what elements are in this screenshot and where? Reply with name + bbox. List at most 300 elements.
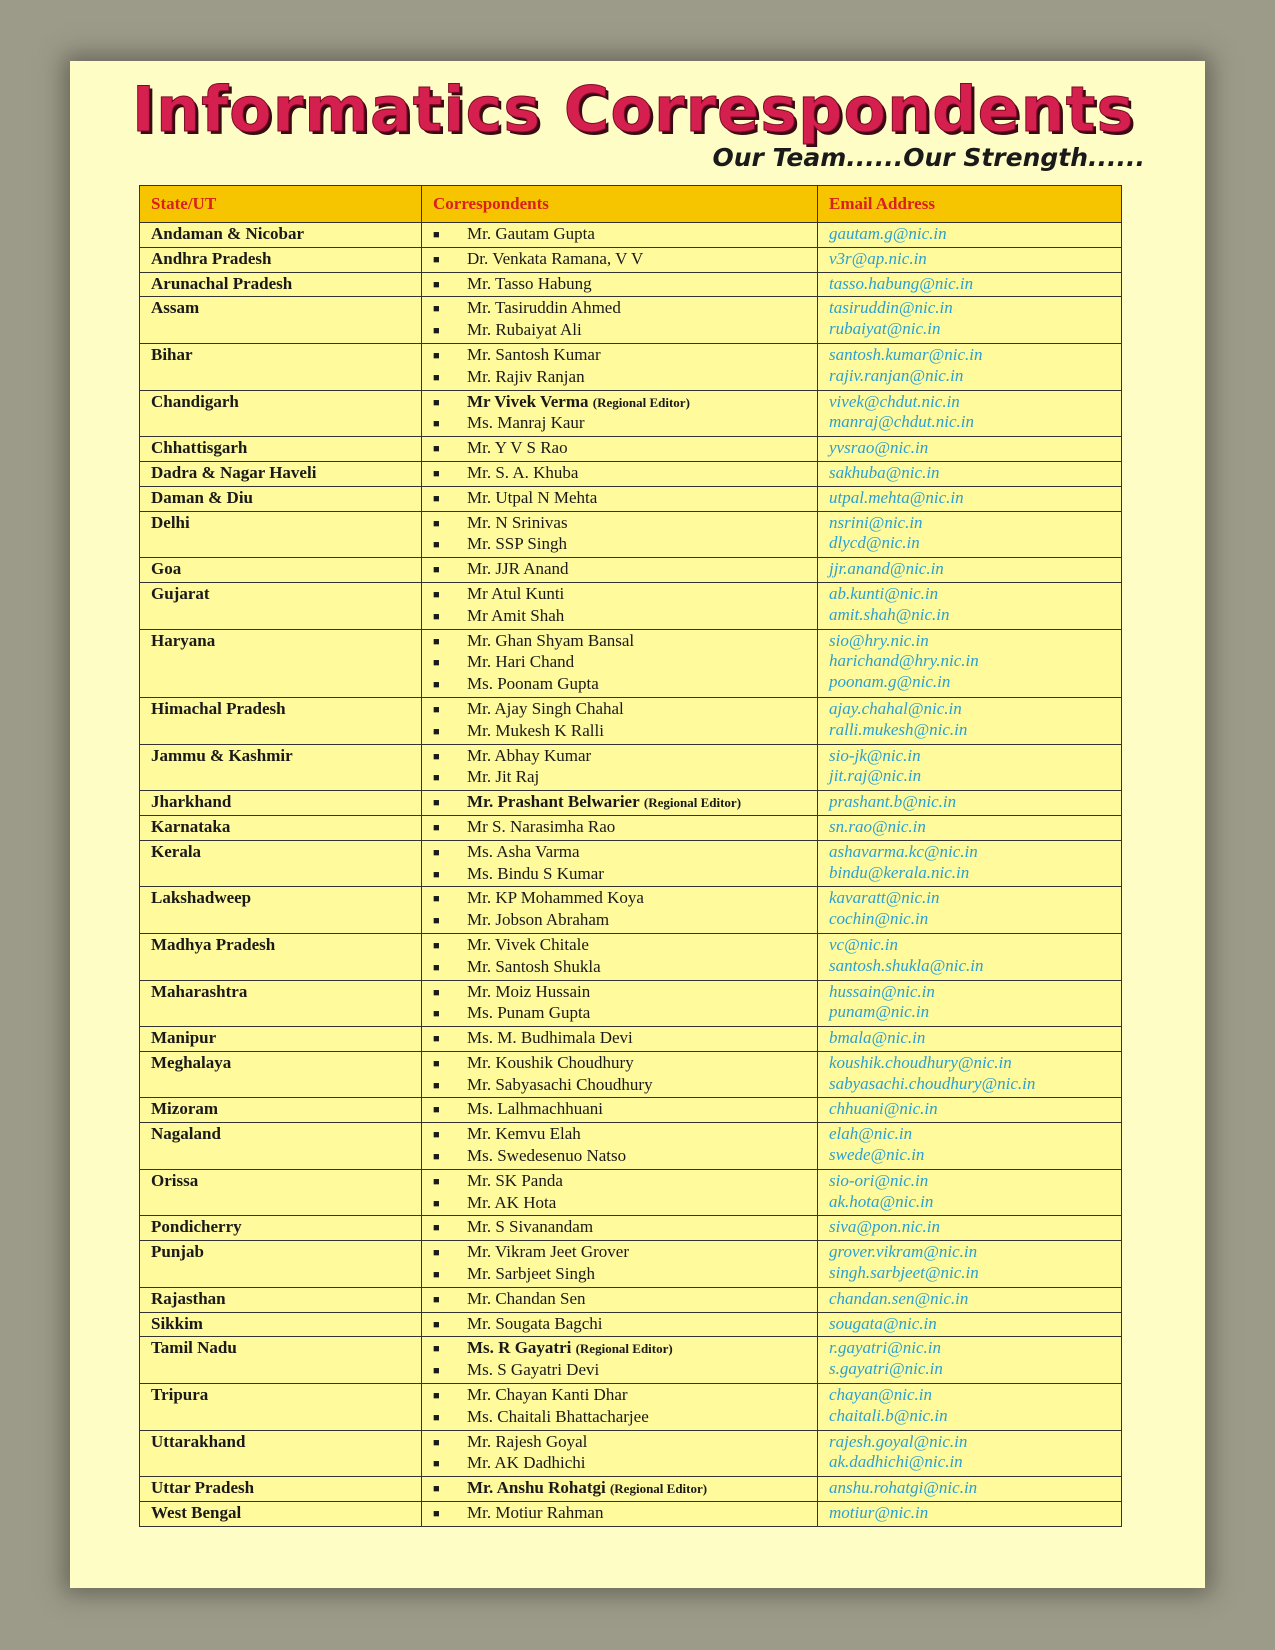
correspondent-name: Mr Amit Shah [467, 605, 565, 625]
email-cell [818, 1027, 1122, 1052]
correspondent-name: Mr. JJR Anand [467, 559, 569, 579]
email-cell [818, 297, 1122, 344]
state-cell: Goa [140, 558, 422, 583]
state-cell: Karnataka [140, 815, 422, 840]
table-row [140, 486, 1122, 511]
email-link[interactable]: chaitali.b@nic.in [829, 1405, 948, 1425]
email-link[interactable]: grover.vikram@nic.in [829, 1242, 978, 1262]
email-cell [818, 933, 1122, 980]
correspondent-name: Mr. Abhay Kumar [467, 745, 592, 765]
bullet-square-icon: ■ [433, 846, 440, 859]
correspondents-cell [422, 629, 818, 697]
correspondents-cell [422, 390, 818, 437]
correspondent-entry [433, 746, 817, 768]
correspondent-name: Ms. Swedesenuo Natso [467, 1146, 627, 1166]
correspondent-name: Dr. Venkata Ramana, V V [467, 248, 644, 268]
correspondent-entry [433, 721, 817, 743]
email-link[interactable]: rubaiyat@nic.in [829, 319, 941, 339]
bullet-square-icon: ■ [433, 517, 440, 530]
email-link[interactable]: sio@hry.nic.in [829, 630, 929, 650]
bullet-square-icon: ■ [433, 1033, 440, 1046]
bullet-square-icon: ■ [433, 1508, 440, 1521]
correspondents-cell [422, 582, 818, 629]
email-cell [818, 887, 1122, 934]
email-link[interactable]: ashavarma.kc@nic.in [829, 841, 978, 861]
state-cell: Orissa [140, 1169, 422, 1216]
correspondents-cell [422, 1337, 818, 1384]
table-row [140, 629, 1122, 697]
correspondents-cell [422, 343, 818, 390]
email-link[interactable]: bindu@kerala.nic.in [829, 862, 970, 882]
state-cell: Dadra & Nagar Haveli [140, 461, 422, 486]
email-link[interactable]: jit.raj@nic.in [829, 766, 922, 786]
correspondent-name: Ms. M. Budhimala Devi [467, 1028, 633, 1048]
bullet-square-icon: ■ [433, 772, 440, 785]
state-cell: Pondicherry [140, 1216, 422, 1241]
bullet-square-icon: ■ [433, 915, 440, 928]
correspondents-cell [422, 815, 818, 840]
table-row [140, 887, 1122, 934]
email-link[interactable]: motiur@nic.in [829, 1503, 929, 1523]
correspondent-name: Mr. Gautam Gupta [467, 224, 595, 243]
correspondent-entry [433, 842, 817, 864]
bullet-square-icon: ■ [433, 1390, 440, 1403]
correspondent-entry [433, 534, 817, 556]
state-cell: Delhi [140, 511, 422, 558]
bullet-square-icon: ■ [433, 657, 440, 670]
email-link[interactable]: vivek@chdut.nic.in [829, 391, 960, 411]
bullet-square-icon: ■ [433, 229, 440, 241]
email-link[interactable]: nsrini@nic.in [829, 512, 923, 532]
correspondents-cell [422, 1477, 818, 1502]
bullet-square-icon: ■ [433, 868, 440, 881]
correspondent-entry [433, 699, 817, 721]
page-subtitle: Our Team......Our Strength...... [712, 143, 1145, 172]
bullet-square-icon: ■ [433, 588, 440, 601]
email-link[interactable]: sn.rao@nic.in [829, 816, 926, 836]
correspondent-entry [433, 1146, 817, 1168]
correspondent-entry [433, 606, 817, 628]
correspondent-entry [433, 1075, 817, 1097]
email-link[interactable]: sakhuba@nic.in [829, 462, 940, 482]
table-row [140, 1477, 1122, 1502]
correspondent-entry [433, 413, 817, 435]
correspondent-entry [433, 1338, 817, 1360]
table-row [140, 1123, 1122, 1170]
table-row [140, 980, 1122, 1027]
bullet-square-icon: ■ [433, 1057, 440, 1070]
correspondent-name: Mr. Tasso Habung [467, 273, 592, 293]
email-cell [818, 980, 1122, 1027]
table-row [140, 343, 1122, 390]
email-link[interactable]: kavaratt@nic.in [829, 888, 940, 908]
email-link[interactable]: tasso.habung@nic.in [829, 273, 974, 293]
email-cell [818, 1169, 1122, 1216]
table-row [140, 1051, 1122, 1098]
state-cell: Jammu & Kashmir [140, 744, 422, 791]
bullet-square-icon: ■ [433, 797, 440, 810]
bullet-square-icon: ■ [433, 725, 440, 738]
correspondent-entry [433, 957, 817, 979]
correspondent-name: Mr. S Sivanandam [467, 1217, 594, 1237]
table-row [140, 1312, 1122, 1337]
correspondents-cell [422, 980, 818, 1027]
email-link[interactable]: yvsrao@nic.in [829, 438, 929, 458]
correspondents-cell [422, 1384, 818, 1431]
correspondent-entry [433, 1053, 817, 1075]
table-row [140, 1027, 1122, 1052]
state-cell: Haryana [140, 629, 422, 697]
table-row [140, 390, 1122, 437]
correspondent-name: Mr Atul Kunti [467, 583, 565, 603]
email-cell [818, 486, 1122, 511]
table-body [140, 223, 1122, 1527]
table-row [140, 697, 1122, 744]
correspondents-cell [422, 437, 818, 462]
correspondent-entry [433, 1478, 817, 1500]
email-link[interactable]: ajay.chahal@nic.in [829, 698, 962, 718]
email-cell [818, 1216, 1122, 1241]
bullet-square-icon: ■ [433, 893, 440, 906]
email-link[interactable]: chandan.sen@nic.in [829, 1288, 969, 1308]
email-link[interactable]: rajiv.ranjan@nic.in [829, 365, 964, 385]
state-cell: Meghalaya [140, 1051, 422, 1098]
correspondent-entry [433, 438, 817, 460]
correspondent-name: Mr. Mukesh K Ralli [467, 720, 604, 740]
correspondents-cell [422, 297, 818, 344]
correspondents-cell [422, 511, 818, 558]
correspondent-name: Ms. Punam Gupta [467, 1003, 591, 1023]
email-cell [818, 1337, 1122, 1384]
correspondents-cell [422, 1123, 818, 1170]
correspondent-entry [433, 982, 817, 1004]
correspondent-name: Mr. Tasiruddin Ahmed [467, 298, 621, 318]
bullet-square-icon: ■ [433, 1483, 440, 1496]
correspondent-name: Mr. Rubaiyat Ali [467, 320, 582, 340]
state-cell: Uttarakhand [140, 1430, 422, 1477]
correspondent-entry [433, 1360, 817, 1382]
bullet-square-icon: ■ [433, 371, 440, 384]
correspondent-name: Mr. Sabyasachi Choudhury [467, 1074, 653, 1094]
column-header-email: Email Address [818, 186, 1122, 223]
correspondent-entry [433, 1264, 817, 1286]
correspondents-cell [422, 1312, 818, 1337]
bullet-square-icon: ■ [433, 1104, 440, 1117]
bullet-square-icon: ■ [433, 1458, 440, 1471]
email-link[interactable]: sougata@nic.in [829, 1313, 937, 1333]
correspondent-name: Mr. S. A. Khuba [467, 462, 579, 482]
correspondents-cell [422, 1216, 818, 1241]
correspondent-name: Mr. Sougata Bagchi [467, 1313, 603, 1333]
email-link[interactable]: chhuani@nic.in [829, 1099, 938, 1119]
correspondent-entry [433, 224, 817, 246]
regional-editor-label: (Regional Editor) [592, 394, 690, 410]
correspondent-name: Ms. Asha Varma [467, 841, 580, 861]
email-cell [818, 1051, 1122, 1098]
email-link[interactable]: anshu.rohatgi@nic.in [829, 1478, 978, 1498]
correspondent-entry [433, 274, 817, 296]
correspondent-entry [433, 345, 817, 367]
email-cell [818, 1287, 1122, 1312]
email-cell [818, 629, 1122, 697]
correspondent-entry [433, 1099, 817, 1121]
correspondent-name: Ms. Bindu S Kumar [467, 863, 604, 883]
correspondent-entry [433, 1171, 817, 1193]
correspondent-name: Mr. Y V S Rao [467, 438, 568, 458]
correspondents-cell [422, 272, 818, 297]
email-cell [818, 343, 1122, 390]
page-title: Informatics Correspondents [132, 73, 1135, 146]
correspondent-entry [433, 1242, 817, 1264]
correspondents-cell [422, 1287, 818, 1312]
email-link[interactable]: swede@nic.in [829, 1145, 925, 1165]
state-cell: Jharkhand [140, 791, 422, 816]
bullet-square-icon: ■ [433, 564, 440, 577]
email-link[interactable]: harichand@hry.nic.in [829, 651, 979, 671]
table-row [140, 297, 1122, 344]
email-link[interactable]: s.gayatri@nic.in [829, 1359, 943, 1379]
correspondents-cell [422, 933, 818, 980]
state-cell: Tripura [140, 1384, 422, 1431]
correspondent-name: Mr. Prashant Belwarier [467, 792, 640, 812]
bullet-square-icon: ■ [433, 939, 440, 952]
correspondent-entry [433, 792, 817, 814]
bullet-square-icon: ■ [433, 1197, 440, 1210]
state-cell: Manipur [140, 1027, 422, 1052]
correspondent-name: Mr. N Srinivas [467, 512, 568, 532]
email-link[interactable]: hussain@nic.in [829, 981, 935, 1001]
correspondent-entry [433, 559, 817, 581]
correspondent-name: Mr. Ghan Shyam Bansal [467, 630, 635, 650]
bullet-square-icon: ■ [433, 396, 440, 409]
email-link[interactable]: prashant.b@nic.in [829, 792, 957, 812]
email-link[interactable]: v3r@ap.nic.in [829, 248, 927, 268]
email-cell [818, 840, 1122, 887]
table-row [140, 1241, 1122, 1288]
table-row [140, 437, 1122, 462]
bullet-square-icon: ■ [433, 539, 440, 552]
table-row [140, 744, 1122, 791]
correspondents-cell [422, 223, 818, 248]
correspondent-name: Mr. AK Dadhichi [467, 1453, 586, 1473]
correspondent-name: Mr. Moiz Hussain [467, 981, 591, 1001]
email-link[interactable]: tasiruddin@nic.in [829, 298, 953, 318]
correspondents-cell [422, 1502, 818, 1527]
correspondent-name: Mr. SK Panda [467, 1170, 563, 1190]
correspondents-cell [422, 887, 818, 934]
email-link[interactable]: rajesh.goyal@nic.in [829, 1431, 968, 1451]
correspondent-entry [433, 1193, 817, 1215]
column-header-correspondents: Correspondents [422, 186, 818, 223]
email-link[interactable]: chayan@nic.in [829, 1385, 932, 1405]
correspondent-name: Mr. Jit Raj [467, 767, 540, 787]
email-link[interactable]: utpal.mehta@nic.in [829, 487, 964, 507]
state-cell: Madhya Pradesh [140, 933, 422, 980]
bullet-square-icon: ■ [433, 1293, 440, 1306]
email-link[interactable]: punam@nic.in [829, 1002, 930, 1022]
bullet-square-icon: ■ [433, 679, 440, 692]
email-cell [818, 390, 1122, 437]
email-cell [818, 558, 1122, 583]
correspondent-name: Mr. Rajesh Goyal [467, 1431, 588, 1451]
email-link[interactable]: ak.hota@nic.in [829, 1191, 934, 1211]
state-cell: Chhattisgarh [140, 437, 422, 462]
correspondent-entry [433, 767, 817, 789]
email-link[interactable]: r.gayatri@nic.in [829, 1338, 941, 1358]
email-link[interactable]: poonam.g@nic.in [829, 672, 951, 692]
email-link[interactable]: sio-ori@nic.in [829, 1170, 929, 1190]
correspondent-name: Mr. Jobson Abraham [467, 910, 610, 930]
bullet-square-icon: ■ [433, 961, 440, 974]
email-cell [818, 815, 1122, 840]
bullet-square-icon: ■ [433, 1129, 440, 1142]
email-cell [818, 582, 1122, 629]
correspondents-cell [422, 247, 818, 272]
email-link[interactable]: manraj@chdut.nic.in [829, 412, 975, 432]
table-row [140, 1384, 1122, 1431]
table-row [140, 1287, 1122, 1312]
correspondents-cell [422, 486, 818, 511]
correspondent-entry [433, 488, 817, 510]
bullet-square-icon: ■ [433, 467, 440, 480]
email-cell [818, 1384, 1122, 1431]
bullet-square-icon: ■ [433, 1269, 440, 1282]
correspondent-name: Mr. Koushik Choudhury [467, 1052, 634, 1072]
bullet-square-icon: ■ [433, 1008, 440, 1021]
email-link[interactable]: koushik.choudhury@nic.in [829, 1052, 1012, 1072]
email-link[interactable]: sabyasachi.choudhury@nic.in [829, 1073, 1036, 1093]
email-cell [818, 1098, 1122, 1123]
correspondent-entry [433, 652, 817, 674]
regional-editor-label: (Regional Editor) [643, 795, 742, 811]
bullet-square-icon: ■ [433, 1175, 440, 1188]
correspondent-name: Mr. Chayan Kanti Dhar [467, 1385, 628, 1405]
correspondent-name: Mr. Santosh Kumar [467, 344, 601, 364]
email-link[interactable]: santosh.shukla@nic.in [829, 955, 984, 975]
email-cell [818, 1477, 1122, 1502]
correspondents-cell [422, 461, 818, 486]
correspondent-entry [433, 298, 817, 320]
table-row [140, 791, 1122, 816]
correspondent-name: Ms. R Gayatri [467, 1338, 572, 1358]
correspondent-entry [433, 1314, 817, 1336]
correspondents-cell [422, 1098, 818, 1123]
bullet-square-icon: ■ [433, 492, 440, 505]
bullet-square-icon: ■ [433, 1365, 440, 1378]
correspondent-name: Mr Vivek Verma [467, 391, 589, 411]
correspondent-entry [433, 367, 817, 389]
bullet-square-icon: ■ [433, 253, 440, 266]
correspondent-entry [433, 1289, 817, 1311]
table-row [140, 840, 1122, 887]
correspondents-cell [422, 1430, 818, 1477]
email-link[interactable]: ab.kunti@nic.in [829, 583, 939, 603]
correspondent-entry [433, 935, 817, 957]
state-cell: Kerala [140, 840, 422, 887]
email-cell [818, 1123, 1122, 1170]
correspondent-entry [433, 463, 817, 485]
table-row [140, 461, 1122, 486]
email-link[interactable]: sio-jk@nic.in [829, 745, 921, 765]
bullet-square-icon: ■ [433, 703, 440, 716]
correspondent-entry [433, 249, 817, 271]
table-row [140, 1502, 1122, 1527]
column-header-state: State/UT [140, 186, 422, 223]
correspondent-name: Mr. Sarbjeet Singh [467, 1264, 595, 1284]
correspondent-name: Ms. Manraj Kaur [467, 413, 585, 433]
correspondent-entry [433, 1028, 817, 1050]
email-link[interactable]: ak.dadhichi@nic.in [829, 1452, 963, 1472]
correspondents-cell [422, 1169, 818, 1216]
correspondent-entry [433, 1407, 817, 1429]
bullet-square-icon: ■ [433, 1151, 440, 1164]
correspondent-entry [433, 1003, 817, 1025]
email-link[interactable]: singh.sarbjeet@nic.in [829, 1263, 979, 1283]
correspondents-cell [422, 840, 818, 887]
email-link[interactable]: cochin@nic.in [829, 909, 929, 929]
bullet-square-icon: ■ [433, 443, 440, 456]
bullet-square-icon: ■ [433, 1436, 440, 1449]
email-cell [818, 461, 1122, 486]
bullet-square-icon: ■ [433, 750, 440, 763]
email-link[interactable]: vc@nic.in [829, 934, 898, 954]
correspondent-entry [433, 817, 817, 839]
state-cell: Punjab [140, 1241, 422, 1288]
email-link[interactable]: elah@nic.in [829, 1124, 913, 1144]
correspondents-cell [422, 1241, 818, 1288]
email-link[interactable]: amit.shah@nic.in [829, 604, 950, 624]
state-cell: Maharashtra [140, 980, 422, 1027]
state-cell: Daman & Diu [140, 486, 422, 511]
correspondent-entry [433, 631, 817, 653]
email-link[interactable]: ralli.mukesh@nic.in [829, 719, 968, 739]
correspondent-name: Ms. Lalhmachhuani [467, 1099, 603, 1119]
correspondent-name: Mr. Ajay Singh Chahal [467, 698, 624, 718]
bullet-square-icon: ■ [433, 418, 440, 431]
state-cell: Assam [140, 297, 422, 344]
email-link[interactable]: santosh.kumar@nic.in [829, 344, 983, 364]
correspondent-name: Mr. Rajiv Ranjan [467, 366, 585, 386]
correspondent-entry [433, 392, 817, 414]
correspondent-name: Mr. Anshu Rohatgi [467, 1478, 606, 1498]
correspondent-name: Ms. Poonam Gupta [467, 674, 599, 694]
bullet-square-icon: ■ [433, 278, 440, 291]
document-page [70, 61, 1205, 1588]
email-link[interactable]: gautam.g@nic.in [829, 224, 947, 243]
email-link[interactable]: jjr.anand@nic.in [829, 559, 944, 579]
state-cell: Mizoram [140, 1098, 422, 1123]
correspondents-cell [422, 697, 818, 744]
email-link[interactable]: bmala@nic.in [829, 1028, 926, 1048]
correspondents-cell [422, 1051, 818, 1098]
correspondent-entry [433, 320, 817, 342]
table-header-row [140, 186, 1122, 223]
bullet-square-icon: ■ [433, 1079, 440, 1092]
email-link[interactable]: siva@pon.nic.in [829, 1217, 941, 1237]
correspondent-entry [433, 1385, 817, 1407]
state-cell: Tamil Nadu [140, 1337, 422, 1384]
correspondent-entry [433, 1453, 817, 1475]
table-row [140, 511, 1122, 558]
email-link[interactable]: dlycd@nic.in [829, 533, 920, 553]
state-cell: Arunachal Pradesh [140, 272, 422, 297]
email-cell [818, 247, 1122, 272]
correspondents-cell [422, 558, 818, 583]
correspondent-entry [433, 864, 817, 886]
correspondents-cell [422, 744, 818, 791]
state-cell: Nagaland [140, 1123, 422, 1170]
state-cell: Gujarat [140, 582, 422, 629]
